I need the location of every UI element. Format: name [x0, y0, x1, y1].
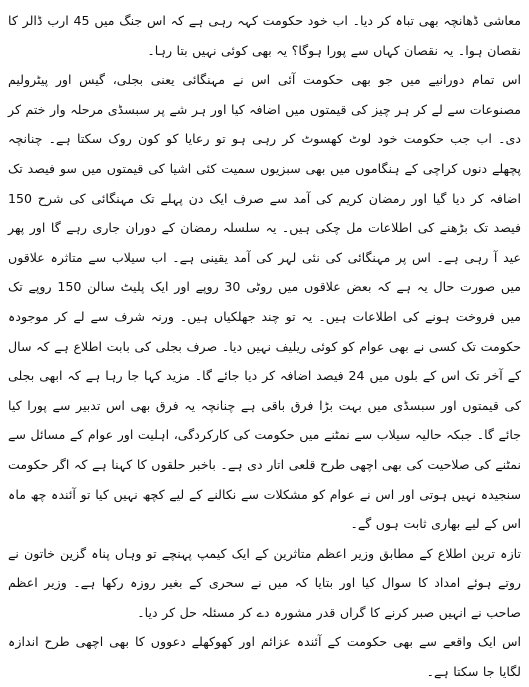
paragraph-conclusion: اس ایک واقعے سے بھی حکومت کے آئندہ عزائم اور کھوکھلے دعووں کا بھی اچھی طرح اندازہ لگایا جا سکتا ہے۔ — [8, 634, 521, 680]
paragraph-intro: معاشی ڈھانچہ بھی تباہ کر دیا۔ اب خود حکومت کہہ رہی ہے کہ اس جنگ میں 45 ارب ڈالر کا نقصان ہوا۔ یہ نقصان کہاں سے پورا ہوگا؟ یہ بھی کوئی نہیں بتا رہا۔ — [8, 13, 522, 58]
paragraph-prime-minister-visit: تازہ ترین اطلاع کے مطابق وزیر اعظم متاثرین کے ایک کیمپ پہنچے تو وہاں پناہ گزین خاتون نے روتے ہوئے امداد کا سوال کیا اور بتایا کہ میں نے سحری کے بغیر روزہ رکھا ہے۔ وزیر اعظم صاحب نے انہیں صبر کرنے کا گراں قدر مشورہ دے کر مسئلہ حل کر دیا۔ — [8, 545, 521, 620]
paragraph-inflation: اس تمام دورانیے میں جو بھی حکومت آئی اس نے مہنگائی یعنی بجلی، گیس اور پیٹرولیم مصنوعات سے لے کر ہر چیز کی قیمتوں میں اضافہ کیا اور ہر شے پر سبسڈی مرحلہ وار ختم کر دی۔ اب جب حکومت خود لوٹ کھسوٹ کر رہی ہو تو رعایا کو کون روک سکتا ہے۔ چنانچہ پچھلے دنوں کراچی کے ہنگاموں میں بھی سبزیوں سمیت کئی اشیا کی قیمتوں میں سو فیصد تک اضافہ کر دیا گیا اور رمضان کریم کی آمد سے صرف ایک دن پہلے تک مہنگائی کی شرح 150 فیصد تک بڑھنے کی اطلاعات مل چکی ہیں۔ یہ سلسلہ رمضان کے دوران جاری رہے گا اور پھر عید آ رہی ہے۔ اس پر مہنگائی کی نئی لہر کی آمد یقینی ہے۔ اب سیلاب سے متاثرہ علاقوں میں صورت حال یہ ہے کہ بعض علاقوں میں روٹی 30 روپے اور ایک پلیٹ سالن 150 روپے تک میں فروخت ہونے کی اطلاعات ہیں۔ یہ تو چند جھلکیاں ہیں۔ ورنہ شرف سے لے کر موجودہ حکومت تک کسی نے بھی عوام کو کوئی ریلیف نہیں دیا۔ صرف بجلی کی بابت اطلاع ہے کہ سال کے آخر تک اس کے بلوں میں 24 فیصد اضافہ کر دیا جائے گا۔ مزید کہا جا رہا ہے کہ ابھی بجلی کی قیمتوں اور سبسڈی میں بہت بڑا فرق باقی ہے چنانچہ یہ فرق بھی اس تدبیر سے پورا کیا جائے گا۔ جبکہ حالیہ سیلاب سے نمٹنے میں حکومت کی کارکردگی، اہلیت اور عوام کے مسائل سے نمٹنے کی صلاحیت کی بھی اچھی طرح قلعی اتار دی ہے۔ باخبر حلقوں کا کہنا ہے کہ اگر حکومت سنجیدہ نہیں ہوتی اور اس نے عوام کو مشکلات سے نکالنے کے لیے کچھ نہیں کیا تو آئندہ چھ ماہ اس کے لیے بھاری ثابت ہوں گے۔ — [8, 72, 522, 532]
